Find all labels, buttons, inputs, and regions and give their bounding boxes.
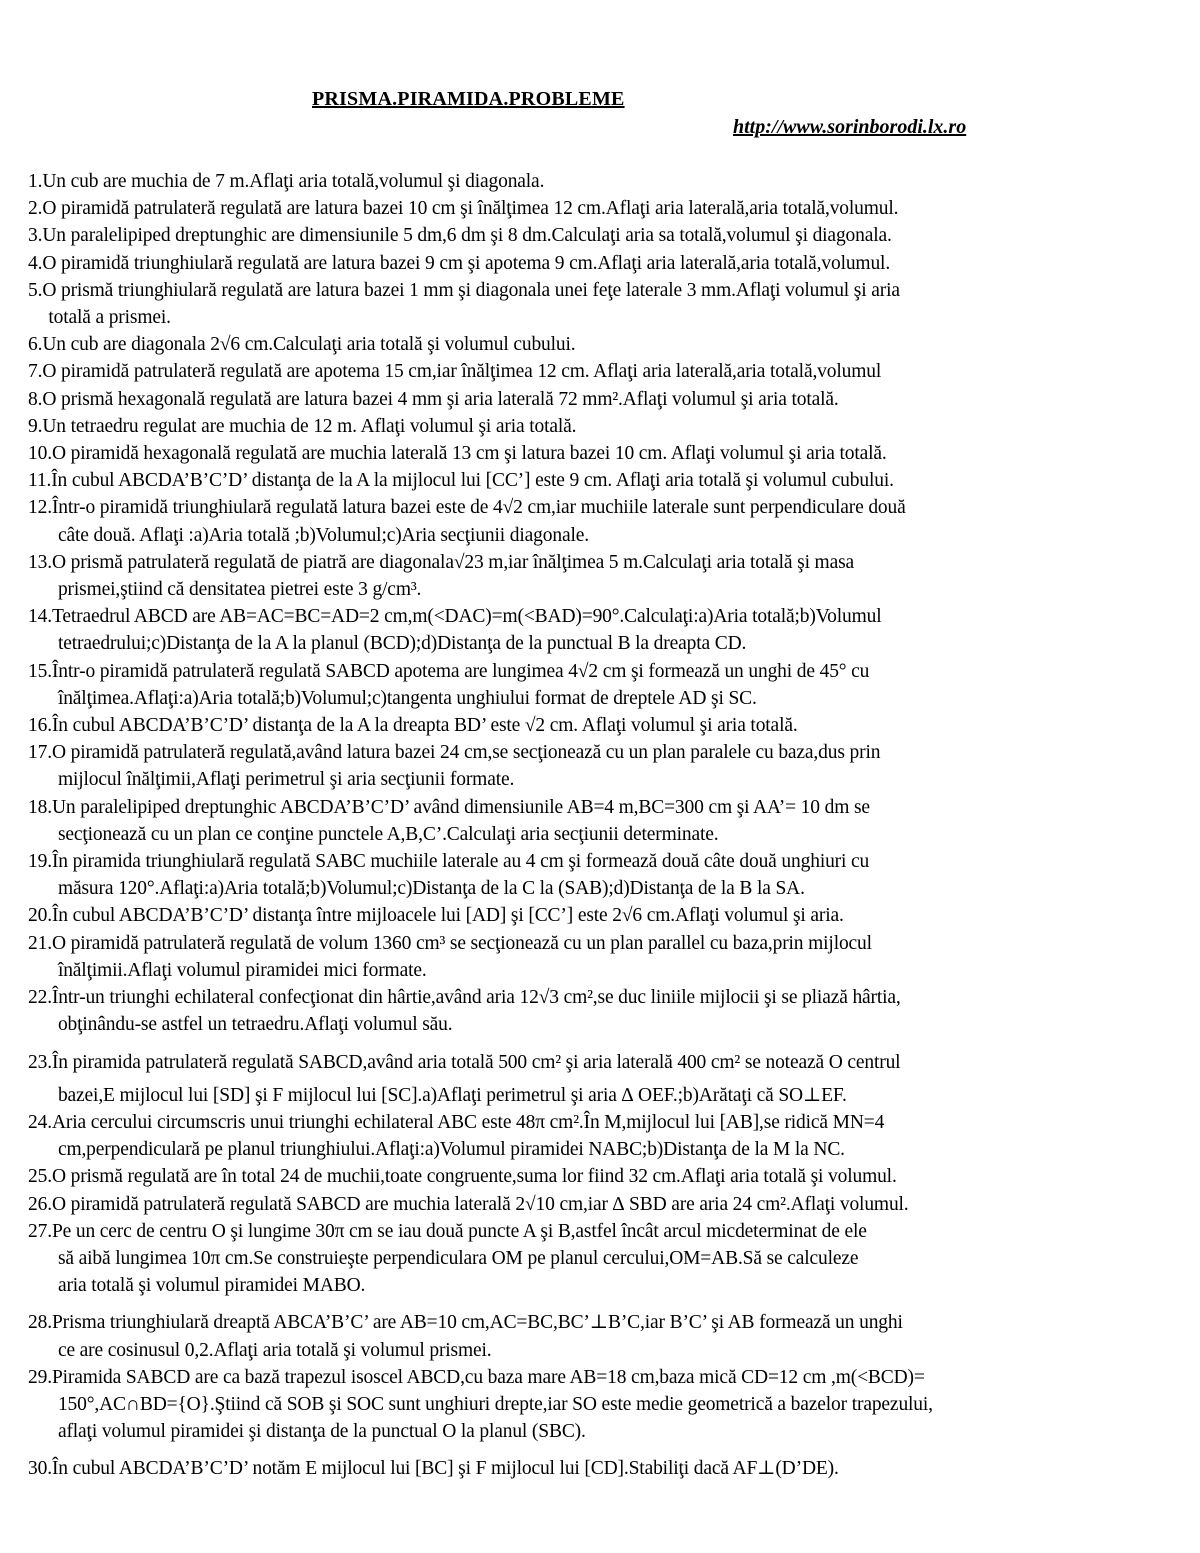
problem-text: [42, 386, 1168, 413]
problem-number: 9.: [28, 415, 43, 437]
problem-item: [28, 712, 1168, 739]
problem-number: 14.: [28, 606, 52, 628]
problem-item: [28, 195, 1168, 222]
problem-item: [28, 1364, 1168, 1446]
problem-number: 23.: [28, 1051, 52, 1073]
problem-text: [52, 1109, 1168, 1163]
problem-number: 25.: [28, 1166, 52, 1188]
problem-item: [28, 1309, 1168, 1363]
problem-text: [42, 277, 1168, 331]
problem-item: [28, 250, 1168, 277]
problem-line: O piramidă hexagonală regulată are muchia laterală 13 cm şi latura bazei 10 cm. Aflaţi volumul şi aria totală.: [51, 443, 887, 465]
problem-line: În piramida patrulateră regulată SABCD,având aria totală 500 cm² şi aria laterală 400 cm² se notează O centrul: [51, 1051, 901, 1073]
problem-number: 19.: [28, 851, 52, 873]
problem-line: câte două. Aflaţi :a)Aria totală ;b)Volumul;c)Aria secţiunii diagonale.: [57, 524, 589, 546]
problem-text: [52, 494, 1168, 548]
problem-item: [28, 440, 1168, 467]
problem-text: [52, 930, 1168, 984]
problem-text: [52, 603, 1168, 657]
problem-number: 22.: [28, 987, 52, 1009]
problem-line: măsura 120°.Aflaţi:a)Aria totală;b)Volumul;c)Distanţa de la C la (SAB);d)Distanţa de la B la SA.: [57, 878, 805, 900]
problem-number: 26.: [28, 1193, 52, 1215]
problem-item: [28, 277, 1168, 331]
problem-line: Pe un cerc de centru O şi lungime 30π cm se iau două puncte A şi B,astfel încât arcul micdeterminat de ele: [51, 1220, 867, 1242]
problem-line: Piramida SABCD are ca bază trapezul isoscel ABCD,cu baza mare AB=18 cm,baza mică CD=12 cm ,m(<BCD)=: [51, 1366, 925, 1388]
problem-text: [52, 1455, 1168, 1482]
problem-text: [52, 1309, 1168, 1363]
problem-item: [28, 413, 1168, 440]
problem-line: aria totală şi volumul piramidei MABO.: [57, 1275, 366, 1297]
problem-number: 10.: [28, 443, 52, 465]
problem-number: 12.: [28, 497, 52, 519]
problem-item: [28, 549, 1168, 603]
problem-text: [52, 1218, 1168, 1300]
problem-item: [28, 1163, 1168, 1190]
problem-number: 16.: [28, 715, 52, 737]
problem-number: 27.: [28, 1220, 52, 1242]
problem-text: [52, 1163, 1168, 1190]
problem-number: 7.: [28, 361, 43, 383]
problem-line: să aibă lungimea 10π cm.Se construieşte perpendiculara OM pe planul cercului,OM=AB.Să se calculeze: [57, 1247, 859, 1269]
website-link[interactable]: http://www.sorinborodi.lx.ro: [733, 116, 967, 138]
problem-item: [28, 603, 1168, 657]
problem-item: [28, 386, 1168, 413]
problem-line: Un cub are muchia de 7 m.Aflaţi aria totală,volumul şi diagonala.: [42, 171, 545, 192]
problem-text: [52, 848, 1168, 902]
problem-line: ce are cosinusul 0,2.Aflaţi aria totală şi volumul prismei.: [57, 1339, 492, 1361]
problem-number: 18.: [28, 796, 52, 818]
problem-line: O prismă triunghiulară regulată are latura bazei 1 mm şi diagonala unei feţe laterale 3 mm.Aflaţi volumul şi aria: [42, 279, 900, 301]
problem-text: [52, 712, 1168, 739]
problem-line: înălţimea.Aflaţi:a)Aria totală;b)Volumul;c)tangenta unghiului format de dreptele AD şi SC.: [57, 687, 757, 709]
problem-text: [42, 250, 1168, 277]
problem-text: [52, 984, 1168, 1038]
problem-number: 11.: [28, 470, 52, 492]
problem-item: [28, 984, 1168, 1038]
problem-line: O prismă regulată are în total 24 de muchii,toate congruente,suma lor fiind 32 cm.Aflaţi aria totală şi volumul.: [51, 1166, 897, 1188]
problem-item: [28, 1049, 1168, 1109]
problem-line: Tetraedrul ABCD are AB=AC=BC=AD=2 cm,m(<DAC)=m(<BAD)=90°.Calculaţi:a)Aria totală;b)Volumul: [51, 606, 882, 628]
problem-line: Un cub are diagonala 2√6 cm.Calculaţi aria totală şi volumul cubului.: [42, 334, 576, 356]
problem-text: [52, 1191, 1168, 1218]
problem-item: [28, 1191, 1168, 1218]
problem-line: cm,perpendiculară pe planul triunghiului.Aflaţi:a)Volumul piramidei NABC;b)Distanţa de la M la NC.: [57, 1139, 845, 1161]
problem-number: 5.: [28, 279, 43, 301]
problem-item: [28, 467, 1168, 494]
problem-line: Într-o piramidă patrulateră regulată SABCD apotema are lungimea 4√2 cm şi formează un unghi de 45° cu: [51, 660, 870, 682]
problem-item: [28, 222, 1168, 249]
problem-text: [52, 794, 1168, 848]
problem-item: [28, 358, 1168, 385]
problem-text: [42, 331, 1168, 358]
problem-number: 6.: [28, 334, 43, 356]
problem-line: aflaţi volumul piramidei şi distanţa de la punctual O la planul (SBC).: [57, 1421, 586, 1443]
problem-text: [42, 168, 1168, 195]
problem-line: În cubul ABCDA’B’C’D’ notăm E mijlocul lui [BC] şi F mijlocul lui [CD].Stabiliţi dacă AF⊥(D’DE).: [51, 1458, 839, 1480]
problem-line: În cubul ABCDA’B’C’D’ distanţa între mijloacele lui [AD] şi [CC’] este 2√6 cm.Aflaţi volumul şi aria.: [51, 905, 844, 927]
problem-number: 29.: [28, 1366, 52, 1388]
problem-line: secţionează cu un plan ce conţine punctele A,B,C’.Calculaţi aria secţiunii determinate.: [57, 823, 719, 845]
problem-line: Prisma triunghiulară dreaptă ABCA’B’C’ are AB=10 cm,AC=BC,BC’⊥B’C,iar B’C’ şi AB formează un unghi: [51, 1312, 903, 1334]
problem-number: 15.: [28, 660, 52, 682]
page-title: PRISMA.PIRAMIDA.PROBLEME: [312, 88, 625, 110]
problem-line: Într-un triunghi echilateral confecţionat din hârtie,având aria 12√3 cm²,se duc liniile mijlocii şi se pliază hârtia,: [51, 987, 901, 1009]
problem-line: 150°,AC∩BD={O}.Ştiind că SOB şi SOC sunt unghiuri drepte,iar SO este medie geometrică a bazelor trapezului,: [57, 1393, 933, 1415]
problem-item: [28, 930, 1168, 984]
problem-text: [52, 1364, 1168, 1446]
problem-line: prismei,ştiind că densitatea pietrei este 3 g/cm³.: [57, 579, 422, 601]
problem-number: 30.: [28, 1458, 52, 1480]
problem-text: [51, 467, 1168, 494]
problem-line: În piramida triunghiulară regulată SABC muchiile laterale au 4 cm şi formează două câte două unghiuri cu: [51, 851, 870, 873]
problem-item: [28, 331, 1168, 358]
problem-number: 20.: [28, 905, 52, 927]
problem-text: [52, 1049, 1168, 1109]
problem-text: [52, 549, 1168, 603]
problem-line: O prismă patrulateră regulată de piatră are diagonala√23 m,iar înălţimea 5 m.Calculaţi aria totală şi masa: [51, 551, 855, 573]
problem-line: înălţimii.Aflaţi volumul piramidei mici formate.: [57, 959, 427, 981]
problem-line: totală a prismei.: [48, 307, 171, 329]
problem-item: [28, 1218, 1168, 1300]
problem-text: [42, 413, 1168, 440]
problem-line: obţinându-se astfel un tetraedru.Aflaţi volumul său.: [57, 1014, 453, 1036]
problem-item: [28, 1109, 1168, 1163]
problem-line: Un tetraedru regulat are muchia de 12 m. Aflaţi volumul şi aria totală.: [42, 415, 577, 437]
problem-number: 17.: [28, 742, 52, 764]
problem-text: [52, 658, 1168, 712]
problem-number: 13.: [28, 551, 52, 573]
problem-number: 2.: [28, 198, 43, 220]
problem-line: În cubul ABCDA’B’C’D’ distanţa de la A la dreapta BD’ este √2 cm. Aflaţi volumul şi aria totală.: [51, 715, 798, 737]
problem-item: [28, 1455, 1168, 1482]
problem-number: 4.: [28, 252, 43, 274]
problem-item: [28, 902, 1168, 929]
problem-line: O piramidă patrulateră regulată are latura bazei 10 cm şi înălţimea 12 cm.Aflaţi aria laterală,aria totală,volumul.: [42, 198, 899, 220]
problem-line: O piramidă patrulateră regulată are apotema 15 cm,iar înălţimea 12 cm. Aflaţi aria laterală,aria totală,volumul: [42, 361, 882, 383]
problem-line: Aria cercului circumscris unui triunghi echilateral ABC este 48π cm².În M,mijlocul lui [AB],se ridică MN=4: [51, 1111, 885, 1133]
problem-text: [42, 358, 1168, 385]
problem-list: [28, 168, 1168, 1483]
problem-line: O piramidă patrulateră regulată SABCD are muchia laterală 2√10 cm,iar ∆ SBD are aria 24 cm².Aflaţi volumul.: [51, 1193, 909, 1215]
problem-text: [52, 739, 1168, 793]
problem-line: Un paralelipiped dreptunghic ABCDA’B’C’D’ având dimensiunile AB=4 m,BC=300 cm şi AA’= 10 dm se: [51, 796, 870, 818]
problem-line: Un paralelipiped dreptunghic are dimensiunile 5 dm,6 dm şi 8 dm.Calculaţi aria sa totală,volumul şi diagonala.: [42, 225, 892, 247]
problem-line: O prismă hexagonală regulată are latura bazei 4 mm şi aria laterală 72 mm².Aflaţi volumul şi aria totală.: [42, 388, 839, 410]
problem-line: O piramidă patrulateră regulată de volum 1360 cm³ se secţionează cu un plan parallel cu baza,prin mijlocul: [51, 932, 872, 954]
problem-number: 28.: [28, 1312, 52, 1334]
problem-line: tetraedrului;c)Distanţa de la A la planul (BCD);d)Distanţa de la punctual B la dreapta CD.: [57, 633, 747, 655]
problem-item: [28, 658, 1168, 712]
problem-item: [28, 494, 1168, 548]
problem-item: [28, 848, 1168, 902]
problem-number: 24.: [28, 1111, 52, 1133]
problem-line: O piramidă patrulateră regulată,având latura bazei 24 cm,se secţionează cu un plan paralele cu baza,dus prin: [51, 742, 881, 764]
problem-number: 3.: [28, 225, 43, 247]
problem-item: [28, 168, 1168, 195]
problem-number: 8.: [28, 388, 43, 410]
problem-line: O piramidă triunghiulară regulată are latura bazei 9 cm şi apotema 9 cm.Aflaţi aria laterală,aria totală,volumul.: [42, 252, 891, 274]
problem-number: 21.: [28, 932, 52, 954]
problem-text: [52, 440, 1168, 467]
problem-line: În cubul ABCDA’B’C’D’ distanţa de la A la mijlocul lui [CC’] este 9 cm. Aflaţi aria totală şi volumul cubului.: [51, 470, 894, 492]
problem-text: [52, 902, 1168, 929]
problem-line: Într-o piramidă triunghiulară regulată latura bazei este de 4√2 cm,iar muchiile laterale sunt perpendiculare două: [51, 497, 906, 519]
problem-number: 1.: [28, 171, 43, 192]
problem-text: [42, 195, 1168, 222]
problem-text: [42, 222, 1168, 249]
problem-item: [28, 739, 1168, 793]
problem-line: bazei,E mijlocul lui [SD] şi F mijlocul lui [SC].a)Aflaţi perimetrul şi aria ∆ OEF.;b)Arătaţi că SO⊥EF.: [57, 1084, 847, 1106]
problem-line: mijlocul înălţimii,Aflaţi perimetrul şi aria secţiunii formate.: [57, 769, 515, 791]
problem-item: [28, 794, 1168, 848]
